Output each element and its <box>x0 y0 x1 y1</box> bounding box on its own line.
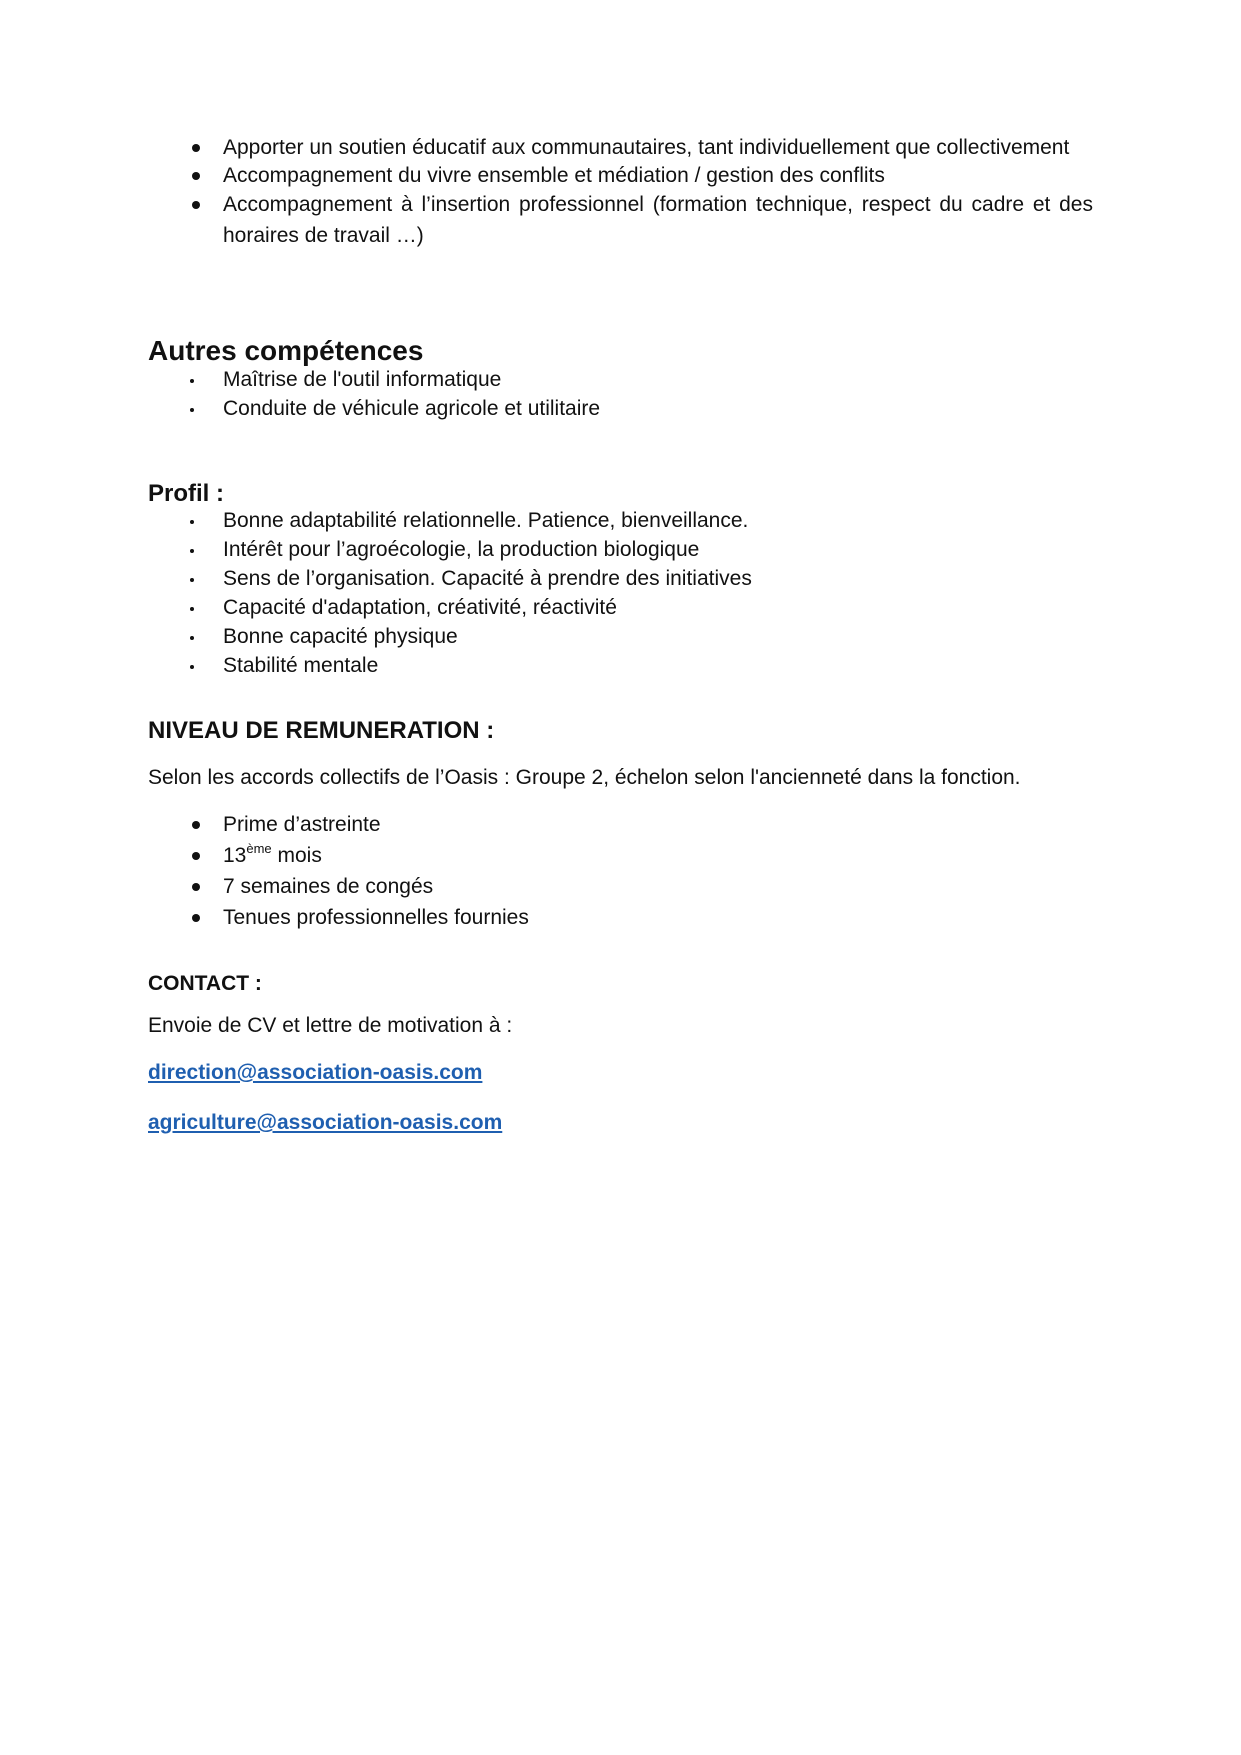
list-item: Capacité d'adaptation, créativité, réactivité <box>148 593 1093 622</box>
email-link-agriculture[interactable]: agriculture@association-oasis.com <box>148 1111 503 1134</box>
email-direction-row <box>148 1057 1093 1088</box>
contact-text: Envoie de CV et lettre de motivation à : <box>148 1014 513 1037</box>
list-item: Prime d’astreinte <box>148 809 1093 840</box>
month-superscript: ème <box>246 841 272 856</box>
list-item: Accompagnement à l’insertion professionnel (formation technique, respect du cadre et des horaires de travail …) <box>148 189 1093 251</box>
list-item: Apporter un soutien éducatif aux communautaires, tant individuellement que collectivement <box>148 132 1093 163</box>
list-item <box>148 840 1093 871</box>
month-word: mois <box>271 844 322 867</box>
month-number: 13 <box>223 844 247 867</box>
list-item: Tenues professionnelles fournies <box>148 902 1093 933</box>
list-item: Conduite de véhicule agricole et utilitaire <box>148 394 1093 423</box>
autres-competences-list <box>148 365 1093 423</box>
list-item: 7 semaines de congés <box>148 871 1093 902</box>
section-title-profil: Profil : <box>148 480 224 507</box>
section-title-remuneration: NIVEAU DE REMUNERATION : <box>148 717 495 744</box>
list-item: Stabilité mentale <box>148 651 1093 680</box>
email-agriculture-row <box>148 1107 1093 1138</box>
section-title-autres-competences: Autres compétences <box>148 335 424 366</box>
list-item: Sens de l’organisation. Capacité à prendre des initiatives <box>148 564 1093 593</box>
list-item: Bonne capacité physique <box>148 622 1093 651</box>
list-item: Maîtrise de l'outil informatique <box>148 365 1093 394</box>
profil-list <box>148 506 1093 680</box>
list-item: Intérêt pour l’agroécologie, la production biologique <box>148 535 1093 564</box>
remuneration-text: Selon les accords collectifs de l’Oasis : Groupe 2, échelon selon l'ancienneté dans la fonction. <box>148 766 1021 789</box>
remuneration-list <box>148 809 1093 933</box>
section-title-contact: CONTACT : <box>148 972 262 995</box>
list-item: Bonne adaptabilité relationnelle. Patience, bienveillance. <box>148 506 1093 535</box>
email-link-direction[interactable]: direction@association-oasis.com <box>148 1061 483 1084</box>
list-item: Accompagnement du vivre ensemble et médiation / gestion des conflits <box>148 160 1093 191</box>
intro-list <box>148 132 1093 251</box>
